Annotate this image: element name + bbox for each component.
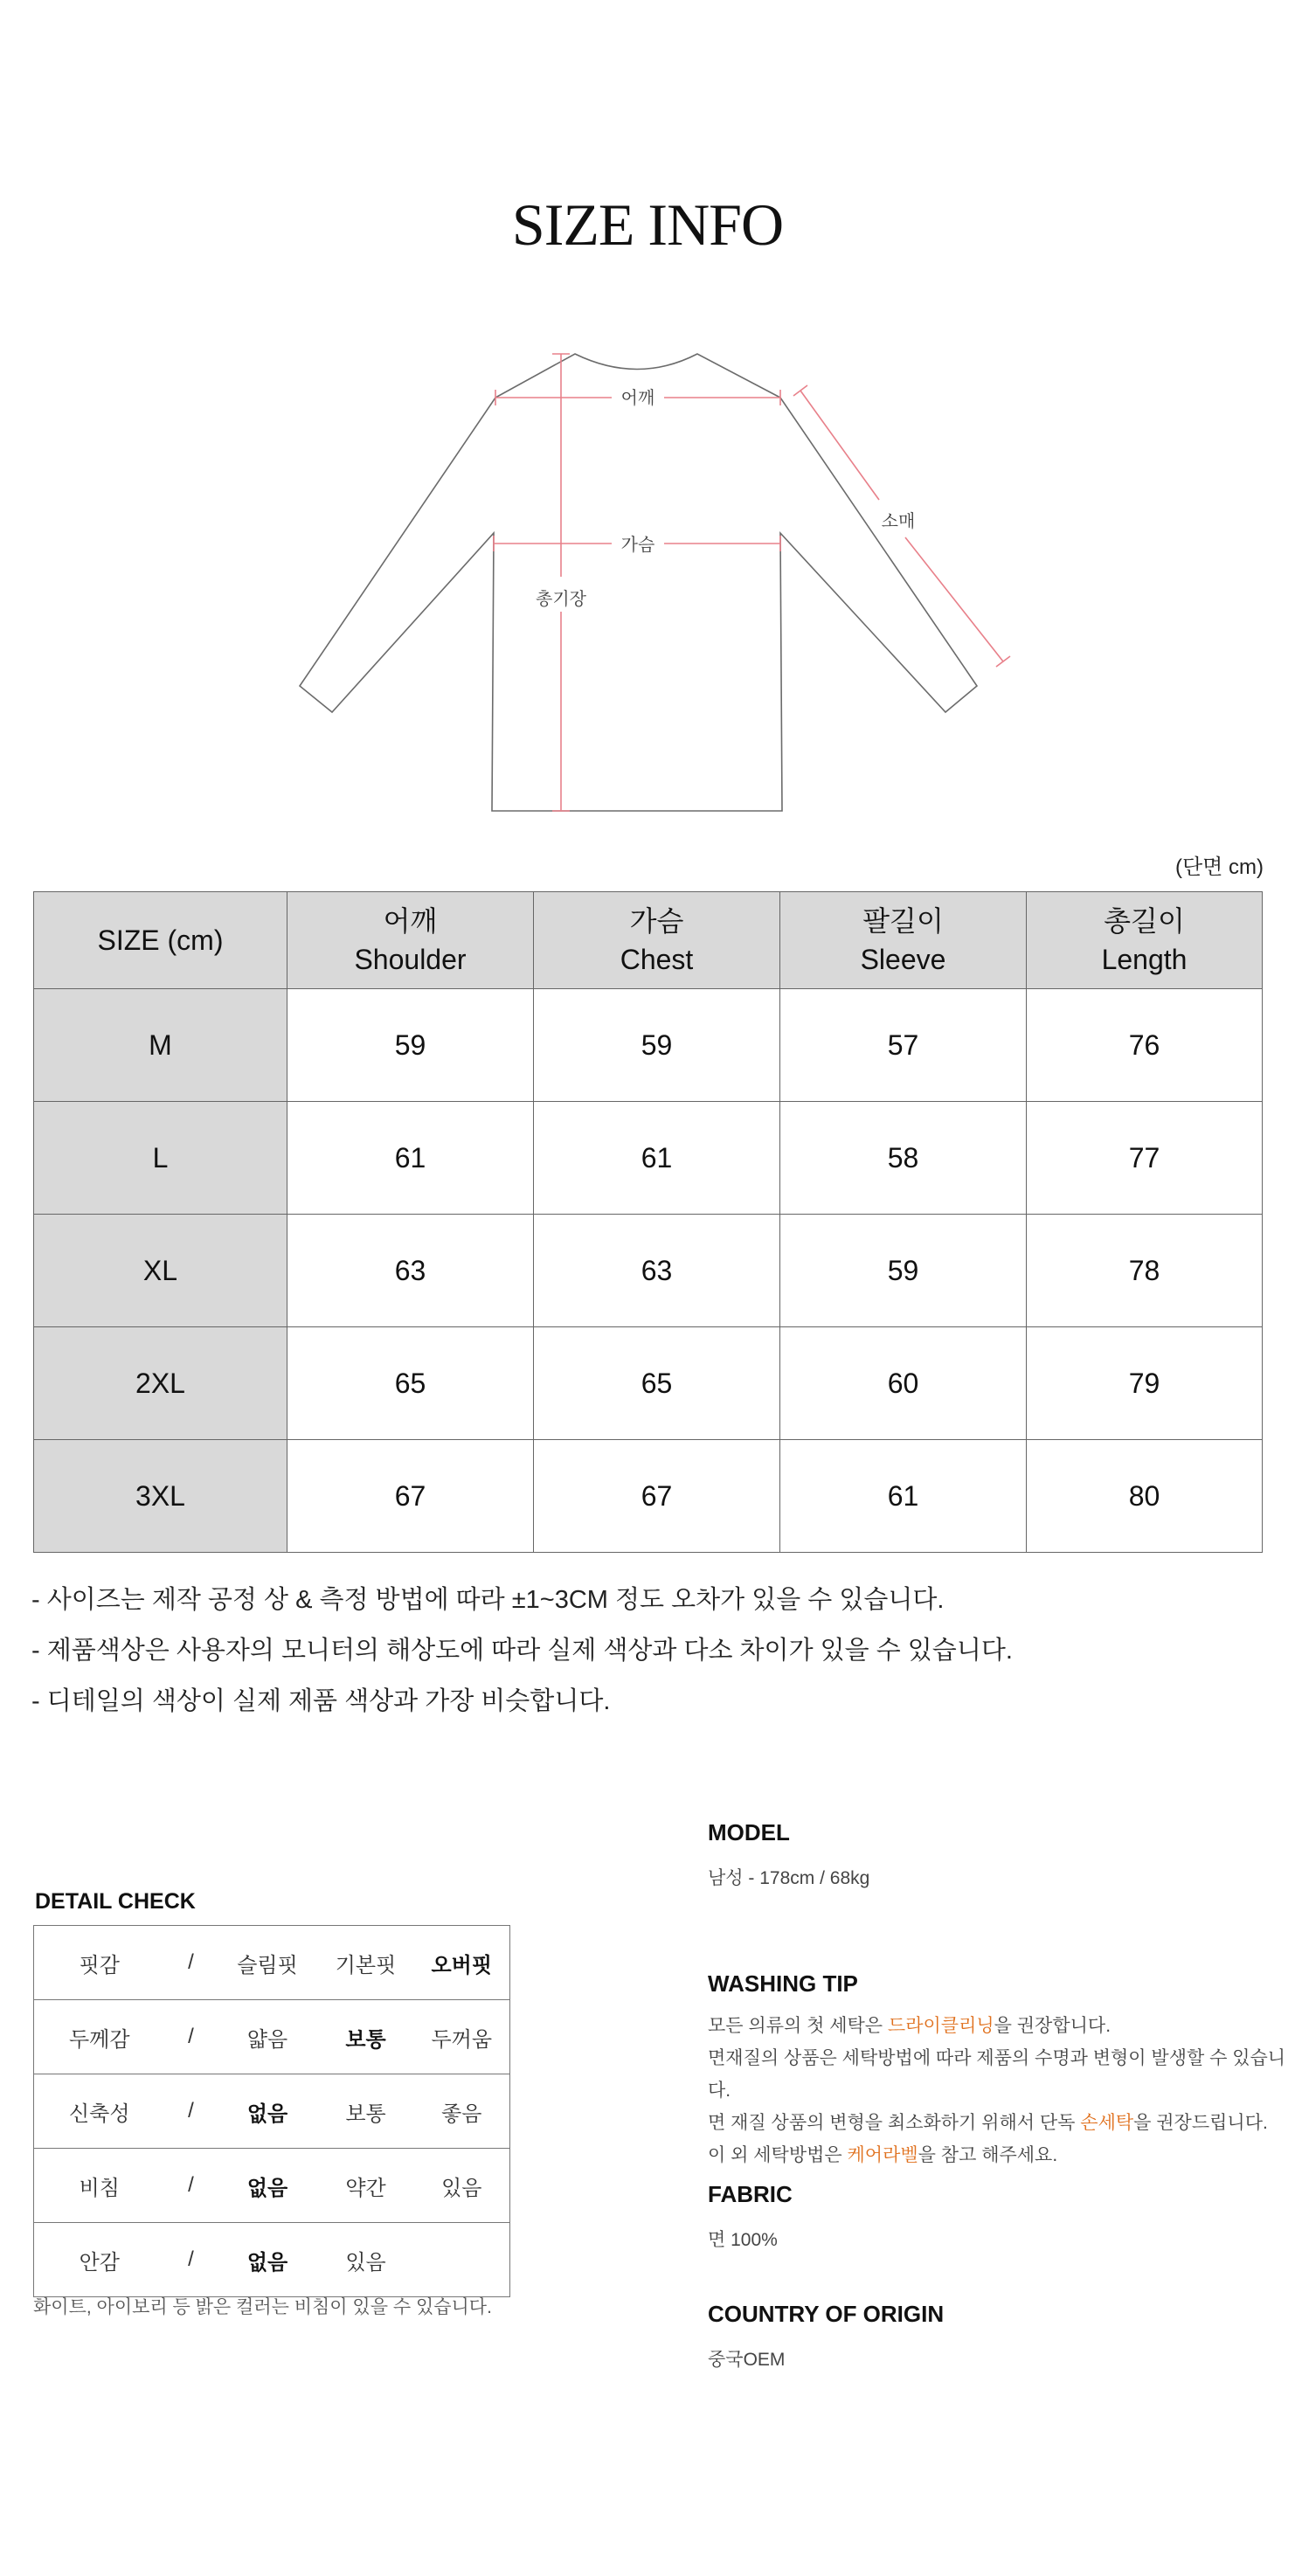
highlight-text: 손세탁 bbox=[1080, 2113, 1134, 2133]
value-cell: 59 bbox=[534, 989, 780, 1102]
highlight-text: 드라이클리닝 bbox=[887, 2016, 994, 2036]
detail-check-option-selected: 없음 bbox=[218, 2223, 318, 2297]
value-cell: 59 bbox=[780, 1215, 1027, 1327]
note-item: - 제품색상은 사용자의 모니터의 해상도에 따라 실제 색상과 다소 차이가 있을 수 있습니다. bbox=[31, 1637, 1013, 1665]
value-cell: 59 bbox=[287, 989, 534, 1102]
detail-check-separator: / bbox=[165, 1926, 218, 2000]
value-cell: 80 bbox=[1027, 1440, 1263, 1553]
page-title: SIZE INFO bbox=[511, 191, 784, 258]
shirt-outline bbox=[300, 354, 977, 811]
size-cell: M bbox=[34, 989, 287, 1102]
detail-check-row bbox=[34, 2000, 510, 2074]
detail-check-separator: / bbox=[165, 2149, 218, 2223]
origin-heading: COUNTRY OF ORIGIN bbox=[708, 2301, 945, 2327]
highlight-text: 케어라벨 bbox=[847, 2145, 918, 2165]
size-cell: 2XL bbox=[34, 1327, 287, 1440]
model-text: 남성 - 178cm / 68kg bbox=[708, 1868, 870, 1888]
detail-check-row bbox=[34, 2223, 510, 2297]
value-cell: 77 bbox=[1027, 1102, 1263, 1215]
washing-heading: WASHING TIP bbox=[708, 1970, 858, 1997]
table-row bbox=[34, 1102, 1263, 1215]
fabric-text: 면 100% bbox=[708, 2230, 778, 2250]
size-cell: L bbox=[34, 1102, 287, 1215]
detail-check-option-selected: 오버핏 bbox=[414, 1926, 510, 2000]
table-row bbox=[34, 989, 1263, 1102]
detail-check-option-selected: 없음 bbox=[218, 2074, 318, 2149]
value-cell: 61 bbox=[780, 1440, 1027, 1553]
table-row bbox=[34, 1440, 1263, 1553]
detail-check-option: 약간 bbox=[318, 2149, 414, 2223]
detail-check-option: 기본핏 bbox=[318, 1926, 414, 2000]
detail-check-separator: / bbox=[165, 2223, 218, 2297]
fabric-heading: FABRIC bbox=[708, 2181, 793, 2207]
model-heading: MODEL bbox=[708, 1819, 790, 1845]
header-shoulder: 어깨 Shoulder bbox=[287, 892, 534, 989]
value-cell: 78 bbox=[1027, 1215, 1263, 1327]
value-cell: 61 bbox=[534, 1102, 780, 1215]
header-chest: 가슴 Chest bbox=[534, 892, 780, 989]
shirt-diagram bbox=[0, 0, 1295, 839]
washing-line: 면 재질 상품의 변형을 최소화하기 위해서 단독 손세탁을 권장드립니다. bbox=[708, 2113, 1268, 2133]
washing-line: 면재질의 상품은 세탁방법에 따라 제품의 수명과 변형이 발생할 수 있습니다. bbox=[708, 2048, 1286, 2101]
detail-check-option: 두꺼움 bbox=[414, 2000, 510, 2074]
table-row bbox=[34, 1215, 1263, 1327]
detail-check-option: 얇음 bbox=[218, 2000, 318, 2074]
detail-check-option: 슬림핏 bbox=[218, 1926, 318, 2000]
header-length: 총길이 Length bbox=[1027, 892, 1263, 989]
detail-check-label: 핏감 bbox=[34, 1926, 165, 2000]
value-cell: 61 bbox=[287, 1102, 534, 1215]
detail-check-label: 비침 bbox=[34, 2149, 165, 2223]
detail-check-table bbox=[33, 1925, 510, 2297]
detail-check-separator: / bbox=[165, 2000, 218, 2074]
value-cell: 58 bbox=[780, 1102, 1027, 1215]
value-cell: 79 bbox=[1027, 1327, 1263, 1440]
unit-note: (단면 cm) bbox=[1174, 855, 1264, 879]
measure-lines bbox=[494, 354, 1010, 811]
detail-check-row bbox=[34, 1926, 510, 2000]
size-table bbox=[33, 891, 1263, 1553]
origin-text: 중국OEM bbox=[708, 2350, 786, 2370]
size-cell: 3XL bbox=[34, 1440, 287, 1553]
washing-section bbox=[708, 1970, 1295, 2171]
chest-label: 가슴 bbox=[620, 534, 655, 555]
note-item: - 사이즈는 제작 공정 상 & 측정 방법에 따라 ±1~3CM 정도 오차가 있을 수 있습니다. bbox=[31, 1586, 945, 1614]
detail-check-label: 두께감 bbox=[34, 2000, 165, 2074]
table-row bbox=[34, 1327, 1263, 1440]
value-cell: 67 bbox=[287, 1440, 534, 1553]
value-cell: 65 bbox=[287, 1327, 534, 1440]
note-item: - 디테일의 색상이 실제 제품 색상과 가장 비슷합니다. bbox=[31, 1687, 611, 1715]
shoulder-label: 어깨 bbox=[620, 387, 655, 408]
detail-check-option: 있음 bbox=[414, 2149, 510, 2223]
value-cell: 63 bbox=[287, 1215, 534, 1327]
detail-check-option: 좋음 bbox=[414, 2074, 510, 2149]
detail-check-label: 신축성 bbox=[34, 2074, 165, 2149]
fabric-section bbox=[708, 2181, 793, 2256]
length-label: 총기장 bbox=[536, 588, 586, 609]
origin-section bbox=[708, 2301, 944, 2376]
value-cell: 60 bbox=[780, 1327, 1027, 1440]
size-notes bbox=[31, 1575, 1013, 1727]
washing-line: 이 외 세탁방법은 케어라벨을 참고 해주세요. bbox=[708, 2145, 1058, 2165]
washing-line: 모든 의류의 첫 세탁은 드라이클리닝을 권장합니다. bbox=[708, 2016, 1111, 2036]
header-sleeve: 팔길이 Sleeve bbox=[780, 892, 1027, 989]
size-table-header bbox=[34, 892, 1263, 989]
detail-check-option bbox=[414, 2223, 510, 2297]
detail-check-separator: / bbox=[165, 2074, 218, 2149]
value-cell: 63 bbox=[534, 1215, 780, 1327]
model-section bbox=[708, 1819, 869, 1894]
value-cell: 67 bbox=[534, 1440, 780, 1553]
detail-check-note: 화이트, 아이보리 등 밝은 컬러는 비침이 있을 수 있습니다. bbox=[33, 2297, 492, 2317]
detail-check-option: 보통 bbox=[318, 2074, 414, 2149]
detail-check-option: 있음 bbox=[318, 2223, 414, 2297]
detail-check-title: DETAIL CHECK bbox=[35, 1889, 196, 1914]
value-cell: 76 bbox=[1027, 989, 1263, 1102]
detail-check-row bbox=[34, 2074, 510, 2149]
detail-check-label: 안감 bbox=[34, 2223, 165, 2297]
detail-check-option-selected: 보통 bbox=[318, 2000, 414, 2074]
sleeve-label: 소매 bbox=[881, 510, 916, 531]
detail-check-option-selected: 없음 bbox=[218, 2149, 318, 2223]
value-cell: 57 bbox=[780, 989, 1027, 1102]
detail-check-row bbox=[34, 2149, 510, 2223]
size-cell: XL bbox=[34, 1215, 287, 1327]
header-size: SIZE (cm) bbox=[34, 892, 287, 989]
value-cell: 65 bbox=[534, 1327, 780, 1440]
